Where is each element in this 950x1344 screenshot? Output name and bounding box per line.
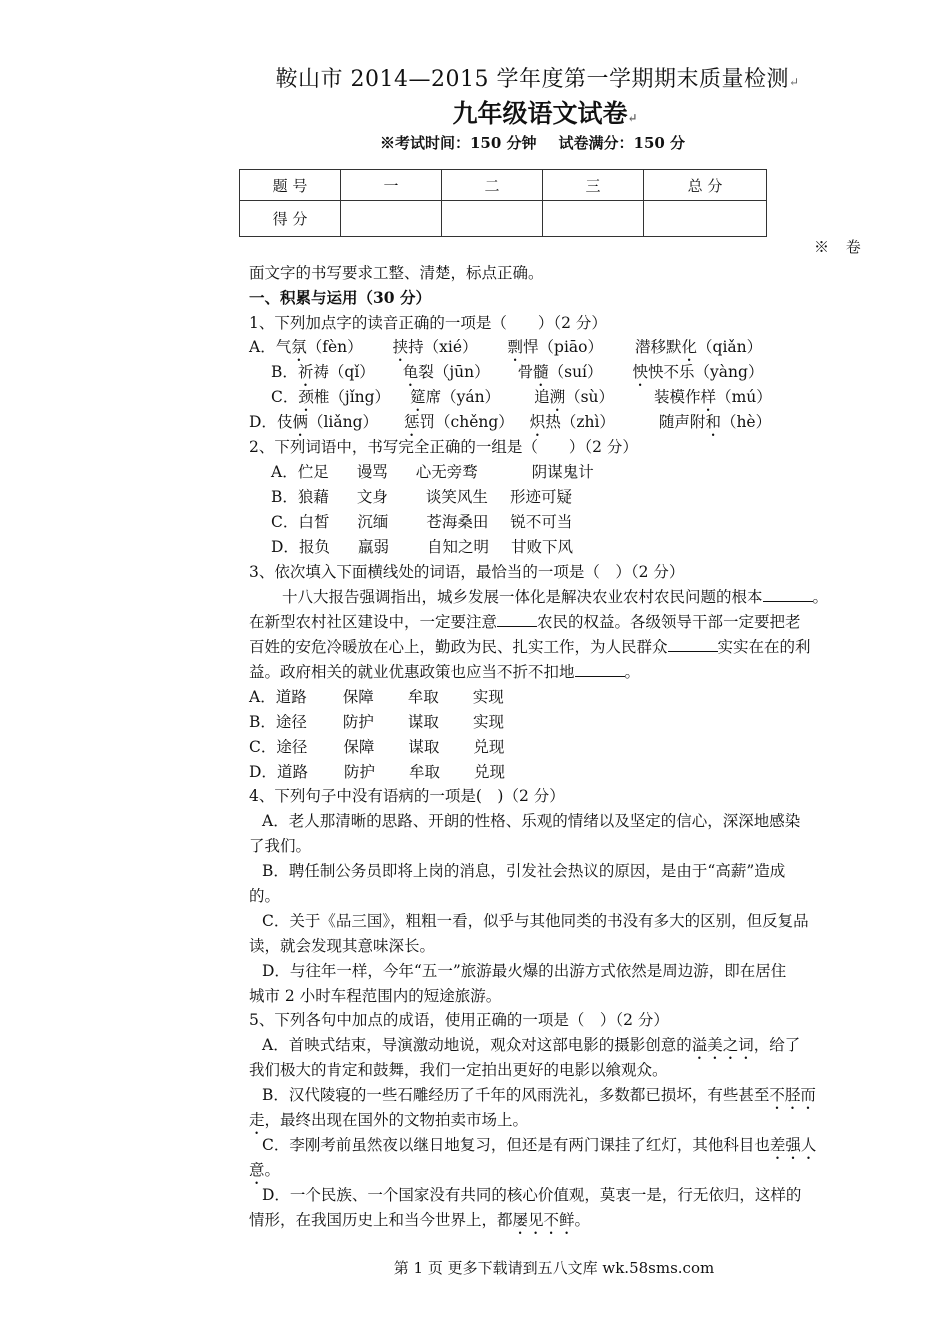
- q5-option-d-cont: 情形，在我国历史上和当今世界上，都屡见不鲜。: [249, 1211, 591, 1229]
- section-title: 一、积累与运用（30 分）: [249, 288, 431, 307]
- score-header-cell: 二: [442, 170, 543, 201]
- q5-option-d: D．一个民族、一个国家没有共同的核心价值观，莫衷一是，行无依归，这样的: [262, 1186, 802, 1204]
- score-header-cell: 总 分: [644, 170, 767, 201]
- exam-time: ※考试时间：150 分钟: [379, 134, 537, 152]
- score-cell: [644, 201, 767, 237]
- q2-option-b: B．狼藉 文身 谈笑风生 形迹可疑: [271, 488, 572, 506]
- q4-option-c: C．关于《品三国》，粗粗一看，似乎与其他同类的书没有多大的区别，但反复品: [262, 912, 809, 930]
- score-cell: [341, 201, 442, 237]
- fill-blank: [763, 587, 813, 602]
- note-mark: ※ 卷: [814, 238, 867, 256]
- exam-meta: [0, 132, 950, 153]
- q4-option-c-cont: 读，就会发现其意味深长。: [249, 937, 436, 955]
- question-1-stem: 1、下列加点字的读音正确的一项是（ ）（2 分）: [249, 314, 607, 332]
- q3-option-a: A．道路 保障 牟取 实现: [249, 688, 504, 706]
- q1-option-a: A．气氛（fèn） 挟持（xié） 剽悍（piāo） 潜移默化（qiǎn）: [249, 338, 763, 356]
- page-footer: 第 1 页 更多下载请到五八文库 wk.58sms.com: [393, 1259, 715, 1277]
- q4-option-a: A．老人那清晰的思路、开朗的性格、乐观的情绪以及坚定的信心，深深地感染: [262, 812, 801, 830]
- score-header-cell: 一: [341, 170, 442, 201]
- score-row-label: 得 分: [240, 201, 341, 237]
- score-header-cell: 三: [543, 170, 644, 201]
- q3-option-d: D．道路 防护 牟取 兑现: [249, 763, 505, 781]
- q3-passage-line: 十八大报告强调指出，城乡发展一体化是解决农业农村农民问题的根本 。: [282, 588, 829, 606]
- q5-option-a-cont: 我们极大的肯定和鼓舞，我们一定拍出更好的电影以飨观众。: [249, 1061, 668, 1079]
- q2-option-d: D．报负 羸弱 自知之明 甘败下风: [271, 538, 573, 556]
- fill-blank: [497, 612, 537, 627]
- q2-option-c: C．白皙 沉缅 苍海桑田 锐不可当: [271, 513, 573, 531]
- q5-option-c: C．李刚考前虽然夜以继日地复习，但还是有两门课挂了红灯，其他科目也差强人: [262, 1136, 817, 1154]
- q5-option-a: A．首映式结束，导演激动地说，观众对这部电影的摄影创意的溢美之词，给了: [262, 1036, 801, 1054]
- score-cell: [543, 201, 644, 237]
- exam-subtitle: 九年级语文试卷↵: [452, 99, 638, 128]
- return-mark-icon: ↵: [627, 111, 638, 125]
- score-header-cell: 题 号: [240, 170, 341, 201]
- fill-blank: [668, 637, 718, 652]
- q3-passage-line: 益。政府相关的就业优惠政策也应当不折不扣地 。: [249, 663, 641, 681]
- note-text: 面文字的书写要求工整、清楚，标点正确。: [249, 264, 544, 282]
- q5-option-b: B．汉代陵寝的一些石雕经历了千年的风雨洗礼，多数都已损坏，有些甚至不胫而: [262, 1086, 816, 1104]
- q5-option-c-cont: 意。: [249, 1161, 281, 1179]
- q5-option-b-cont: 走，最终出现在国外的文物拍卖市场上。: [249, 1111, 529, 1129]
- q2-option-a: A．伫足 谩骂 心无旁骛 阴谋鬼计: [271, 463, 594, 481]
- q1-option-b: B．祈祷（qǐ） 龟裂（jūn） 骨髓（suí） 怏怏不乐（yàng）: [271, 363, 764, 381]
- return-mark-icon: ↵: [788, 75, 800, 89]
- q1-option-d: D．伎俩（liǎng） 惩罚（chěng） 炽热（zhì） 随声附和（hè）: [249, 413, 772, 431]
- q3-option-b: B．途径 防护 谋取 实现: [249, 713, 504, 731]
- question-5-stem: 5、下列各句中加点的成语，使用正确的一项是（ ）（2 分）: [249, 1011, 669, 1029]
- exam-title: 鞍山市 2014—2015 学年度第一学期期末质量检测↵: [275, 67, 800, 92]
- q3-passage-line: 百姓的安危冷暖放在心上，勤政为民、扎实工作，为人民群众 实实在在的利: [249, 638, 811, 656]
- q3-passage-line: 在新型农村社区建设中，一定要注意 农民的权益。各级领导干部一定要把老: [249, 613, 801, 631]
- question-2-stem: 2、下列词语中，书写完全正确的一组是（ ）（2 分）: [249, 438, 638, 456]
- score-cell: [442, 201, 543, 237]
- q4-option-d: D．与往年一样，今年“五一”旅游最火爆的出游方式依然是周边游，即在居住: [262, 962, 787, 980]
- q4-option-b-cont: 的。: [249, 887, 281, 905]
- fill-blank: [575, 662, 625, 677]
- q4-option-a-cont: 了我们。: [249, 837, 312, 855]
- score-table: [239, 169, 767, 237]
- full-score: 试卷满分：150 分: [558, 134, 686, 152]
- q1-option-c: C．颈椎（jǐng） 筵席（yán） 追溯（sù） 装模作样（mú）: [271, 388, 772, 406]
- q3-option-c: C．途径 保障 谋取 兑现: [249, 738, 505, 756]
- q4-option-d-cont: 城市 2 小时车程范围内的短途旅游。: [249, 987, 502, 1005]
- q4-option-b: B．聘任制公务员即将上岗的消息，引发社会热议的原因，是由于“高薪”造成: [262, 862, 786, 880]
- question-4-stem: 4、下列句子中没有语病的一项是( )（2 分）: [249, 787, 565, 805]
- question-3-stem: 3、依次填入下面横线处的词语，最恰当的一项是（ ）（2 分）: [249, 563, 685, 581]
